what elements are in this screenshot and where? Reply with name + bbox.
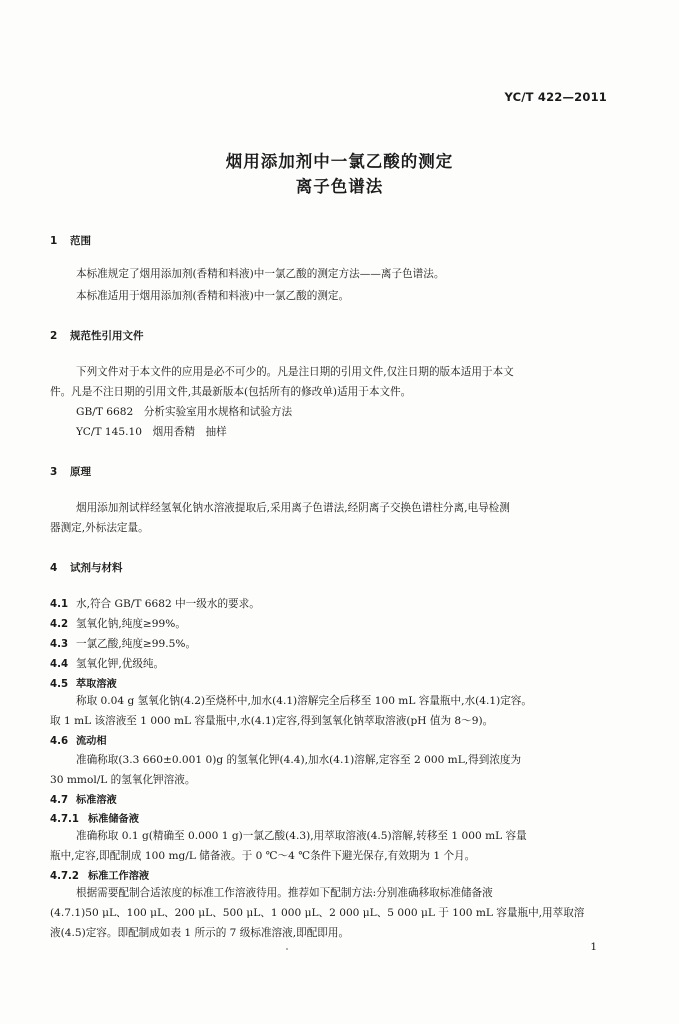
item-4-7-2-para-line-3: 液(4.5)定容。即配制成如表 1 所示的 7 级标准溶液,即配即用。	[50, 927, 350, 939]
section-1-heading: 1 范围	[50, 235, 91, 247]
item-4-7-2-para-line-1: 根据需要配制合适浓度的标准工作溶液待用。推荐如下配制方法:分别准确移取标准储备液	[76, 887, 493, 899]
item-4-7-2-para-line-2: (4.7.1)50 μL、100 μL、200 μL、500 μL、1 000 μL、2 000 μL、5 000 μL 于 100 mL 容量瓶中,用萃取溶	[50, 907, 585, 919]
item-4-5-para-line-2: 取 1 mL 该溶液至 1 000 mL 容量瓶中,水(4.1)定容,得到氢氧化钠萃取溶液(pH 值为 8～9)。	[50, 715, 494, 727]
item-4-7-heading: 4.7 标准溶液	[50, 795, 117, 806]
item-4-4: 4.4 氢氧化钾,优级纯。	[50, 658, 165, 670]
item-4-6-heading: 4.6 流动相	[50, 736, 107, 747]
section-2-heading: 2 规范性引用文件	[50, 330, 144, 342]
item-4-6-para-line-1: 准确称取(3.3 660±0.001 0)g 的氢氧化钾(4.4),加水(4.1)溶解,定容至 2 000 mL,得到浓度为	[76, 754, 522, 766]
section-3-para-line-2: 器测定,外标法定量。	[50, 522, 149, 534]
item-4-3: 4.3 一氯乙酸,纯度≥99.5%。	[50, 638, 197, 650]
item-4-7-1-para-line-1: 准确称取 0.1 g(精确至 0.000 1 g)一氯乙酸(4.3),用萃取溶液(4.5)溶解,转移至 1 000 mL 容量	[76, 830, 527, 842]
section-1-para-2: 本标准适用于烟用添加剂(香精和料液)中一氯乙酸的测定。	[76, 290, 350, 302]
page-number: 1	[590, 941, 597, 953]
reference-yct-145-10: YC/T 145.10 烟用香精 抽样	[76, 426, 227, 438]
section-4-heading: 4 试剂与材料	[50, 562, 123, 574]
section-3-heading: 3 原理	[50, 466, 91, 478]
item-4-5-para-line-1: 称取 0.04 g 氢氧化钠(4.2)至烧杯中,加水(4.1)溶解完全后移至 100 mL 容量瓶中,水(4.1)定容。	[76, 695, 532, 707]
document-subtitle: 离子色谱法	[295, 177, 384, 196]
section-2-para-1-line-2: 件。凡是不注日期的引用文件,其最新版本(包括所有的修改单)适用于本文件。	[50, 386, 412, 398]
item-4-6-para-line-2: 30 mmol/L 的氢氧化钾溶液。	[50, 774, 196, 786]
section-1-para-1: 本标准规定了烟用添加剂(香精和料液)中一氯乙酸的测定方法——离子色谱法。	[76, 268, 445, 280]
item-4-7-1-para-line-2: 瓶中,定容,即配制成 100 mg/L 储备液。于 0 ℃～4 ℃条件下避光保存,有效期为 1 个月。	[50, 850, 476, 862]
reference-gbt-6682: GB/T 6682 分析实验室用水规格和试验方法	[76, 406, 293, 418]
item-4-7-1-heading: 4.7.1 标准储备液	[50, 814, 139, 825]
section-3-para-line-1: 烟用添加剂试样经氢氧化钠水溶液提取后,采用离子色谱法,经阴离子交换色谱柱分离,电导检测	[76, 502, 510, 514]
item-4-5-heading: 4.5 萃取溶液	[50, 679, 117, 690]
scan-speck	[286, 948, 288, 950]
item-4-2: 4.2 氢氧化钠,纯度≥99%。	[50, 618, 186, 630]
section-2-para-1-line-1: 下列文件对于本文件的应用是必不可少的。凡是注日期的引用文件,仅注日期的版本适用于本文	[76, 366, 514, 378]
standard-code: YC/T 422—2011	[504, 90, 607, 104]
document-title: 烟用添加剂中一氯乙酸的测定	[225, 152, 454, 171]
item-4-7-2-heading: 4.7.2 标准工作溶液	[50, 871, 150, 882]
item-4-1: 4.1 水,符合 GB/T 6682 中一级水的要求。	[50, 598, 260, 610]
